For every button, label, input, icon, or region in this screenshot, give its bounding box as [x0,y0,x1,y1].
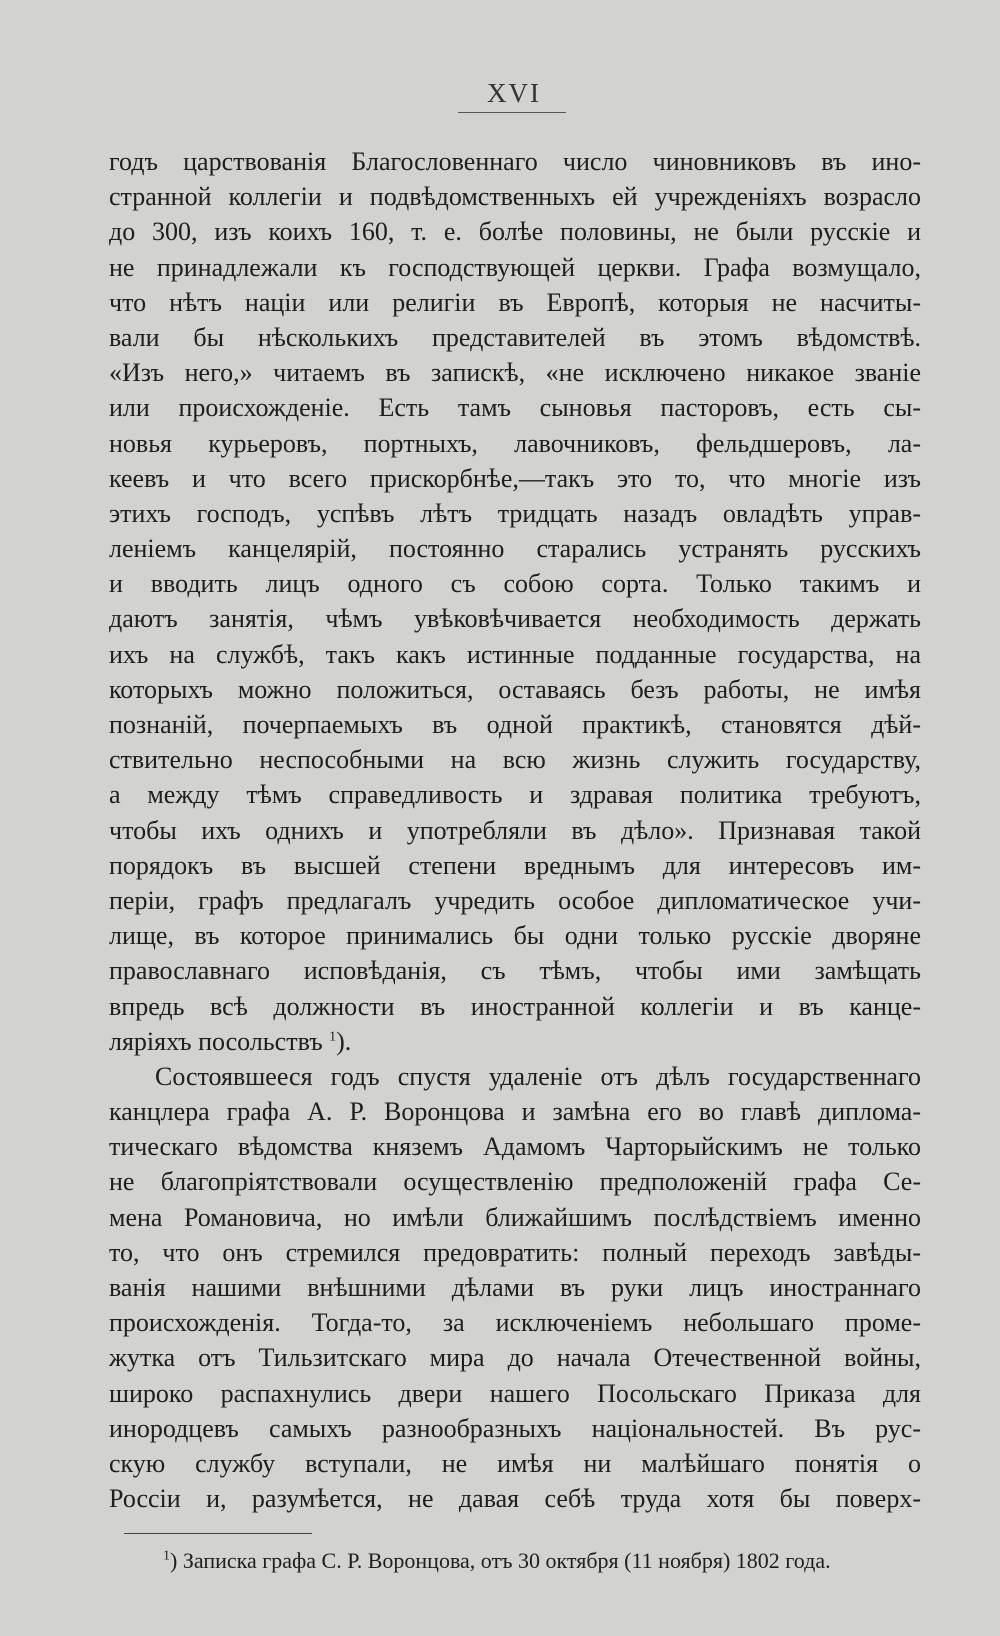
text-line: Россіи и, разумѣется, не давая себѣ труда хотя бы поверх- [109,1484,921,1514]
text-line: порядокъ въ высшей степени вреднымъ для интересовъ им- [109,850,921,880]
paragraph-1 [109,144,921,1024]
text-line: Состоявшееся годъ спустя удаленіе отъ дѣлъ государственнаго [155,1061,921,1091]
page-number: XVI [487,78,541,108]
text-line: новья курьеровъ, портныхъ, лавочниковъ, фельдшеровъ, ла- [109,428,921,458]
text-line: лище, въ которое принимались бы одни только русскіе дворяне [109,921,921,951]
text-line: періи, графъ предлагалъ учредить особое дипломатическое учи- [109,885,921,915]
text-line: мена Романовича, но имѣли ближайшимъ послѣдствіемъ именно [109,1202,921,1232]
text-line: странной коллегіи и подвѣдомственныхъ ей учрежденіяхъ возрасло [109,182,921,212]
text-line: и вводить лицъ одного съ собою сорта. Только такимъ и [109,569,921,599]
text-line: широко распахнулись двери нашего Посольскаго Приказа для [109,1378,921,1408]
text-line: не принадлежали къ господствующей церкви. Графа возмущало, [109,252,921,282]
text-line: познаній, почерпаемыхъ въ одной практикѣ, становятся дѣй- [109,710,921,739]
text-line: то, что онъ стремился предовратить: полный переходъ завѣды- [109,1237,921,1267]
text-line: православнаго исповѣданія, съ тѣмъ, чтобы ими замѣщать [109,956,921,986]
text-line: даютъ занятія, чѣмъ увѣковѣчивается необходимость держать [109,604,921,634]
footnote-rule [124,1533,312,1534]
text-line: ихъ на службѣ, такъ какъ истинные подданные государства, на [109,639,921,669]
text-line: вали бы нѣсколькихъ представителей въ этомъ вѣдомствѣ. [109,322,921,352]
text-line: что нѣтъ націи или религіи въ Европѣ, которыя не насчиты- [109,287,921,317]
footnote-reference[interactable]: 1 [329,1029,337,1045]
text-line: скую службу вступали, не имѣя ни малѣйшаго понятія о [109,1448,921,1478]
text-line: леніемъ канцелярій, постоянно старались устранять русскихъ [109,534,921,564]
text-line: годъ царствованія Благословеннаго число чиновниковъ въ ино- [109,147,921,176]
header-rule [458,112,566,113]
text-line: канцлера графа А. Р. Воронцова и замѣна его во главѣ диплома- [109,1097,921,1127]
text-line: этихъ господъ, успѣвъ лѣтъ тридцать назадъ овладѣть управ- [109,498,921,528]
footnote-mark: 1 [163,1548,170,1564]
text-line: жутка отъ Тильзитскаго мира до начала Отечественной войны, [109,1343,921,1373]
paragraph-2 [109,1059,921,1516]
footnote [163,1548,933,1574]
text-line: ванія нашими внѣшними дѣлами въ руки лицъ иностраннаго [109,1273,921,1302]
text-line: чтобы ихъ однихъ и употребляли въ дѣло». Признавая такой [109,815,921,845]
text-line: не благопріятствовали осуществленію предположеній графа Се- [109,1167,921,1197]
text-line: происхожденія. Тогда-то, за исключеніемъ небольшаго проме- [109,1308,921,1338]
text-line: которыхъ можно положиться, оставаясь безъ работы, не имѣя [109,674,921,704]
paragraph-1-last-line: ляріяхъ посольствъ $^1$). [109,1026,352,1056]
text-line: инородцевъ самыхъ разнообразныхъ національностей. Въ рус- [109,1413,921,1443]
text-line: кеевъ и что всего прискорбнѣе,—такъ это то, что многіе изъ [109,463,921,493]
text-line: до 300, изъ коихъ 160, т. е. болѣе половины, не были русскіе и [109,217,921,247]
text-line: тическаго вѣдомства княземъ Адамомъ Чарторыйскимъ не только [109,1132,921,1162]
text-line: «Изъ него,» читаемъ въ запискѣ, «не исключено никакое званіе [109,358,921,388]
text-line: а между тѣмъ справедливость и здравая политика требуютъ, [109,780,921,810]
body-text [109,144,921,1516]
footnote-text: ) Записка графа С. Р. Воронцова, отъ 30 октября (11 ноября) 1802 года. [170,1548,831,1573]
text-line: впредь всѣ должности въ иностранной коллегіи и въ канце- [109,991,921,1021]
text-line: ствительно неспособными на всю жизнь служить государству, [109,745,921,775]
text-line: или происхожденіе. Есть тамъ сыновья пасторовъ, есть сы- [109,393,921,423]
